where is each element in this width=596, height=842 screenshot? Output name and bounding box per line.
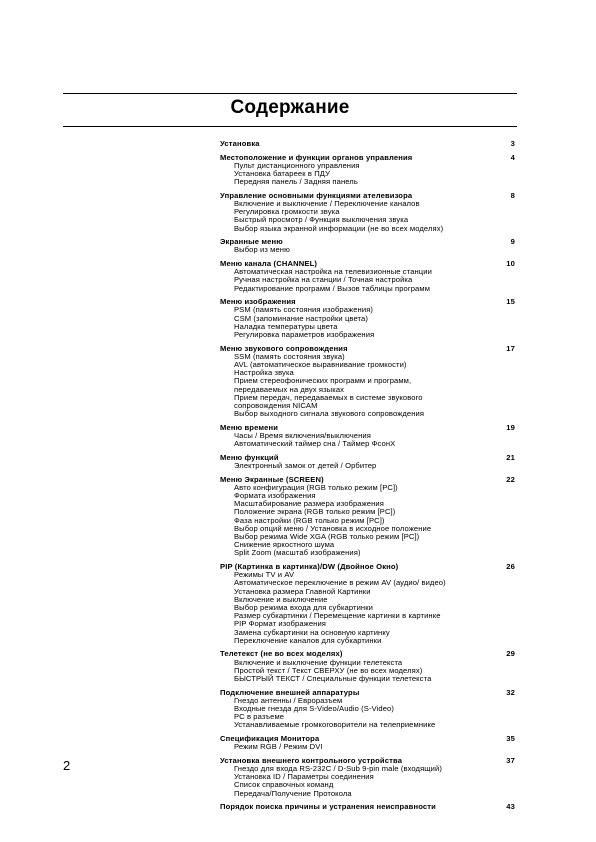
toc-section	[220, 476, 516, 558]
toc-section-title: Меню звукового сопровождения	[220, 343, 348, 353]
toc-section	[220, 424, 516, 449]
toc-section-title: Меню канала (CHANNEL)	[220, 259, 318, 268]
toc-item: БЫСТРЫЙ ТЕКСТ / Специальные функции телетекста	[234, 674, 432, 684]
toc-item: Split Zoom (масштаб изображения)	[234, 548, 361, 558]
toc-item: Автоматическое переключение в режим AV (аудио/ видео)	[234, 578, 446, 588]
toc-section	[220, 238, 516, 254]
toc-item: SSM (память состояния звука)	[234, 351, 345, 361]
toc-item: Выбор опций меню / Установка в исходное положение	[234, 523, 432, 533]
toc-section-page: 19	[506, 422, 515, 432]
toc-section-title: Меню функций	[220, 452, 279, 462]
toc-item: Простой текст / Текст СВЕРХУ (не во всех моделях)	[234, 665, 423, 675]
toc-section-page: 35	[506, 734, 515, 744]
toc-item: Электронный замок от детей / Орбитер	[234, 461, 377, 471]
toc-section-page: 26	[506, 562, 515, 572]
toc-item: Регулировка громкости звука	[234, 207, 340, 217]
toc-item: Входные гнезда для S-Video/Audio (S-Video)	[234, 704, 395, 714]
toc-section-page: 8	[510, 190, 515, 200]
toc-section-title: PIP (Картинка в картинка)/DW (Двойное Окно)	[220, 562, 399, 572]
top-rule	[63, 93, 517, 94]
toc-section-page: 3	[510, 139, 515, 148]
toc-section-heading[interactable]	[220, 803, 516, 811]
toc-section-page: 43	[506, 802, 515, 812]
toc-section-title: Меню Экранные (SCREEN)	[220, 474, 324, 484]
toc-item: Авто конфигурация (RGB только режим [PC])	[234, 482, 398, 492]
toc-section	[220, 735, 516, 751]
toc-section	[220, 563, 516, 645]
toc-item: Пульт дистанционного управления	[234, 160, 360, 170]
toc-item: Формата изображения	[234, 491, 316, 501]
toc-section-page: 15	[506, 297, 515, 307]
toc-item: Регулировка параметров изображения	[234, 330, 375, 340]
toc-section-title: Спецификация Монитора	[220, 734, 320, 744]
toc-item: Масштабирование размера изображения	[234, 499, 384, 509]
page-title: Содержание	[230, 97, 350, 118]
toc-item: AVL (автоматическое выравнивание громкости)	[234, 360, 407, 370]
toc-section-title: Порядок поиска причины и устранения неисправности	[220, 802, 436, 812]
toc-section-title: Установка внешнего контрольного устройства	[220, 755, 403, 765]
toc-item: Снижение яркостного шума	[234, 540, 335, 550]
toc-section-title: Подключение внешней аппаратуры	[220, 687, 360, 697]
toc-item: Положение экрана (RGB только режим [PC])	[234, 507, 396, 517]
toc-item: Размер субкартинки / Перемещение картинки в картинке	[234, 611, 441, 621]
toc-item: Выбор из меню	[234, 245, 290, 255]
toc-section-page: 9	[510, 237, 515, 247]
toc-section-page: 22	[506, 474, 515, 484]
toc-item: передаваемых на двух языках	[234, 384, 345, 394]
bottom-rule	[63, 126, 517, 127]
toc-section-title: Меню времени	[220, 422, 279, 432]
toc-item: PIP Формат изображения	[234, 619, 327, 629]
toc-item: Переключение каналов для субкартинки	[234, 635, 382, 645]
toc-item: Установка батареек в ПДУ	[234, 169, 331, 178]
toc-item: Прием передач, передаваемых в системе звукового	[234, 392, 423, 402]
toc-section-page: 37	[506, 755, 515, 765]
toc-item: Передача/Получение Протокола	[234, 788, 352, 798]
toc-item: Режимы TV и AV	[234, 570, 295, 580]
toc-item: Режим RGB / Режим DVI	[234, 742, 323, 752]
toc-item: Замена субкартинки на основную картинку	[234, 627, 390, 637]
toc-section-title: Управление основными функциями ателевизора	[220, 190, 413, 200]
toc-item: PSM (память состояния изображения)	[234, 305, 374, 315]
toc-section-title: Экранные меню	[220, 237, 283, 247]
toc-section-page: 17	[506, 343, 515, 353]
toc-item: Наладка температуры цвета	[234, 321, 338, 331]
toc-section-page: 21	[506, 452, 515, 462]
toc-section	[220, 757, 516, 798]
toc-item: Включение и выключение / Переключение каналов	[234, 199, 420, 208]
toc-item: Часы / Время включения/выключения	[234, 431, 371, 441]
toc-section	[220, 689, 516, 730]
toc-section-title: Телетекст (не во всех моделях)	[220, 649, 343, 659]
toc-item: Автоматический таймер сна / Таймер ФсонХ	[234, 439, 396, 449]
toc-section-page: 4	[510, 152, 515, 162]
toc-section	[220, 803, 516, 811]
toc-item: Гнездо для входа RS-232C / D-Sub 9-pin male (входящий)	[234, 764, 442, 774]
toc-section-page: 32	[506, 687, 515, 697]
toc-section-title: Местоположение и функции органов управления	[220, 152, 413, 162]
toc-item: Ручная настройка на станции / Точная настройка	[234, 275, 413, 285]
page-number: 2	[63, 758, 71, 773]
toc-section	[220, 260, 516, 293]
toc-item: CSM (запоминание настройки цвета)	[234, 313, 368, 323]
toc-section-page: 10	[506, 259, 515, 268]
toc-section	[220, 140, 516, 148]
table-of-contents	[220, 140, 516, 817]
toc-item: Настройка звука	[234, 368, 294, 378]
toc-item: Гнездо антенны / Евроразъем	[234, 695, 343, 705]
toc-item: Устанавливаемые громкоговорители на телеприемнике	[234, 720, 436, 730]
toc-item: Список справочных команд	[234, 780, 334, 790]
toc-item: сопровождения NICAM	[234, 401, 318, 411]
toc-item: Включение и выключение функции телетекста	[234, 657, 403, 667]
toc-item: Выбор языка экранной информации (не во всех моделях)	[234, 223, 444, 233]
toc-section	[220, 192, 516, 233]
toc-section-title: Установка	[220, 139, 260, 148]
toc-section	[220, 345, 516, 419]
toc-item: Быстрый просмотр / Функция выключения звука	[234, 215, 409, 225]
toc-item: Выбор режима входа для субкартинки	[234, 603, 373, 613]
toc-item: Установка размера Главной Картинки	[234, 586, 371, 596]
toc-section	[220, 298, 516, 339]
toc-item: Редактирование программ / Вызов таблицы программ	[234, 283, 431, 293]
toc-item: Установка ID / Параметры соединения	[234, 772, 374, 782]
toc-item: Автоматическая настройка на телевизионные станции	[234, 267, 432, 277]
toc-section-heading[interactable]	[220, 140, 516, 148]
toc-item: Выбор режима Wide XGA (RGB только режим [PC])	[234, 532, 420, 542]
toc-section-title: Меню изображения	[220, 297, 296, 307]
toc-item: Прием стереофонических программ и программ,	[234, 376, 412, 386]
toc-item: Передняя панель / Задняя панель	[234, 177, 358, 187]
toc-item: PC в разъеме	[234, 712, 285, 722]
toc-section-page: 29	[506, 649, 515, 659]
toc-item: Включение и выключение	[234, 594, 328, 604]
toc-section	[220, 154, 516, 187]
toc-item: Фаза настройки (RGB только режим [PC])	[234, 515, 385, 525]
toc-item: Выбор выходного сигнала звукового сопровождения	[234, 409, 425, 419]
toc-section	[220, 650, 516, 683]
toc-section	[220, 454, 516, 470]
